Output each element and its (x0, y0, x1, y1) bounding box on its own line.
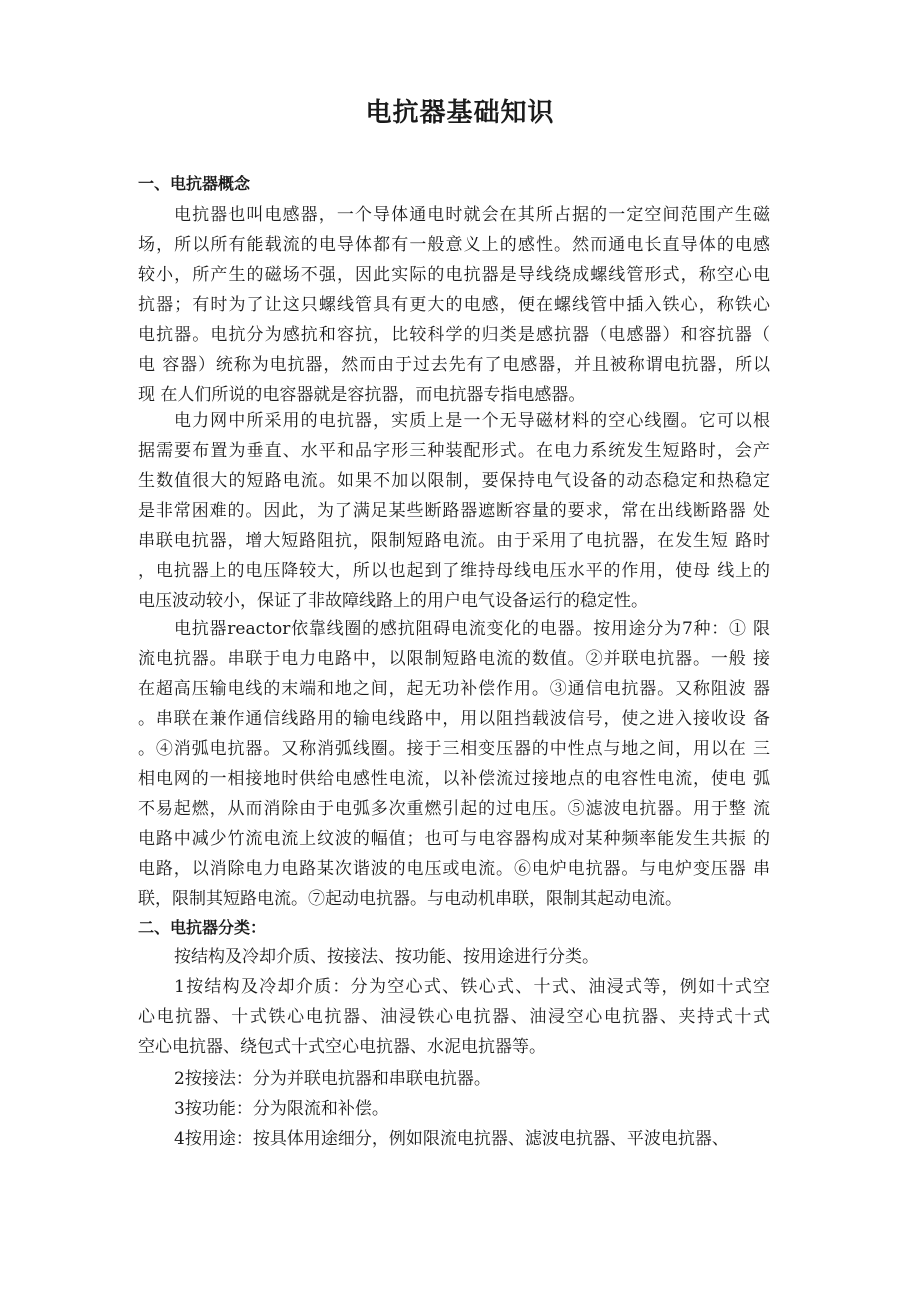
text-line: 在超高压输电线的末端和地之间，起无功补偿作用。③通信电抗器。又称阻波 器 (138, 679, 770, 699)
text-line: 据需要布置为垂直、水平和品字形三种装配形式。在电力系统发生短路时，会产 (138, 441, 770, 461)
section-heading-classification: 二、电抗器分类： (138, 918, 267, 937)
text-line: 电路，以消除电力电路某次谐波的电压或电流。⑥电炉电抗器。与电炉变压器 串 (138, 859, 770, 879)
text-line: 抗器；有时为了让这只螺线管具有更大的电感，便在螺线管中插入铁心，称铁心 (138, 295, 770, 315)
text-line: 相电网的一相接地时供给电感性电流，以补偿流过接地点的电容性电流，使电 弧 (138, 769, 770, 789)
text-line: 较小，所产生的磁场不强，因此实际的电抗器是导线绕成螺线管形式，称空心电 (138, 265, 770, 285)
paragraph-by-usage: 4按用途：按具体用途细分，例如限流电抗器、滤波电抗器、平波电抗器、 (174, 1129, 729, 1149)
text-line: 流电抗器。串联于电力电路中，以限制短路电流的数值。②并联电抗器。一般 接 (138, 649, 770, 669)
text-line: 电 容器）统称为电抗器，然而由于过去先有了电感器，并且被称谓电抗器，所以 (138, 355, 770, 375)
paragraph-by-connection: 2按接法：分为并联电抗器和串联电抗器。 (174, 1069, 491, 1089)
text-line: 。串联在兼作通信线路用的输电线路中，用以阻挡载波信号，使之进入接收设 备 (138, 709, 770, 729)
text-line: 电压波动较小，保证了非故障线路上的用户电气设备运行的稳定性。 (138, 591, 648, 611)
text-line: 心电抗器、十式铁心电抗器、油浸铁心电抗器、油浸空心电抗器、夹持式十式 (138, 1007, 770, 1027)
text-line: 场，所以所有能载流的电导体都有一般意义上的感性。然而通电长直导体的电感 (138, 235, 770, 255)
text-line: 。④消弧电抗器。又称消弧线圈。接于三相变压器的中性点与地之间，用以在 三 (138, 739, 770, 759)
text-line: 1按结构及冷却介质：分为空心式、铁心式、十式、油浸式等，例如十式空 (174, 977, 770, 997)
section-heading-concept: 一、电抗器概念 (138, 174, 251, 193)
text-line: 空心电抗器、绕包式十式空心电抗器、水泥电抗器等。 (138, 1037, 546, 1057)
text-line: 电力网中所采用的电抗器，实质上是一个无导磁材料的空心线圈。它可以根 (174, 411, 770, 431)
text-line: 电抗器reactor依靠线圈的感抗阻碍电流变化的电器。按用途分为7种：① 限 (174, 619, 770, 639)
text-line: 电路中减少竹流电流上纹波的幅值；也可与电容器构成对某种频率能发生共振 的 (138, 829, 770, 849)
text-line: 电抗器也叫电感器，一个导体通电时就会在其所占据的一定空间范围产生磁 (174, 205, 770, 225)
text-line: 电抗器。电抗分为感抗和容抗，比较科学的归类是感抗器（电感器）和容抗器（ (138, 325, 770, 345)
text-line: 串联电抗器，增大短路阻抗，限制短路电流。由于采用了电抗器，在发生短 路时 (138, 531, 770, 551)
text-line: 生数值很大的短路电流。如果不加以限制，要保持电气设备的动态稳定和热稳定 (138, 471, 770, 491)
text-line: 现 在人们所说的电容器就是容抗器，而电抗器专指电感器。 (138, 385, 586, 405)
paragraph-by-function: 3按功能：分为限流和补偿。 (174, 1099, 389, 1119)
document-title: 电抗器基础知识 (365, 98, 555, 128)
paragraph-classification-intro: 按结构及冷却介质、按接法、按功能、按用途进行分类。 (174, 947, 599, 967)
text-line: 是非常困难的。因此，为了满足某些断路器遮断容量的要求，常在出线断路器 处 (138, 501, 770, 521)
text-line: 联，限制其短路电流。⑦起动电抗器。与电动机串联，限制其起动电流。 (138, 889, 682, 909)
text-line: ，电抗器上的电压降较大，所以也起到了维持母线电压水平的作用，使母 线上的 (138, 561, 770, 581)
text-line: 不易起燃，从而消除由于电弧多次重燃引起的过电压。⑤滤波电抗器。用于整 流 (138, 799, 770, 819)
